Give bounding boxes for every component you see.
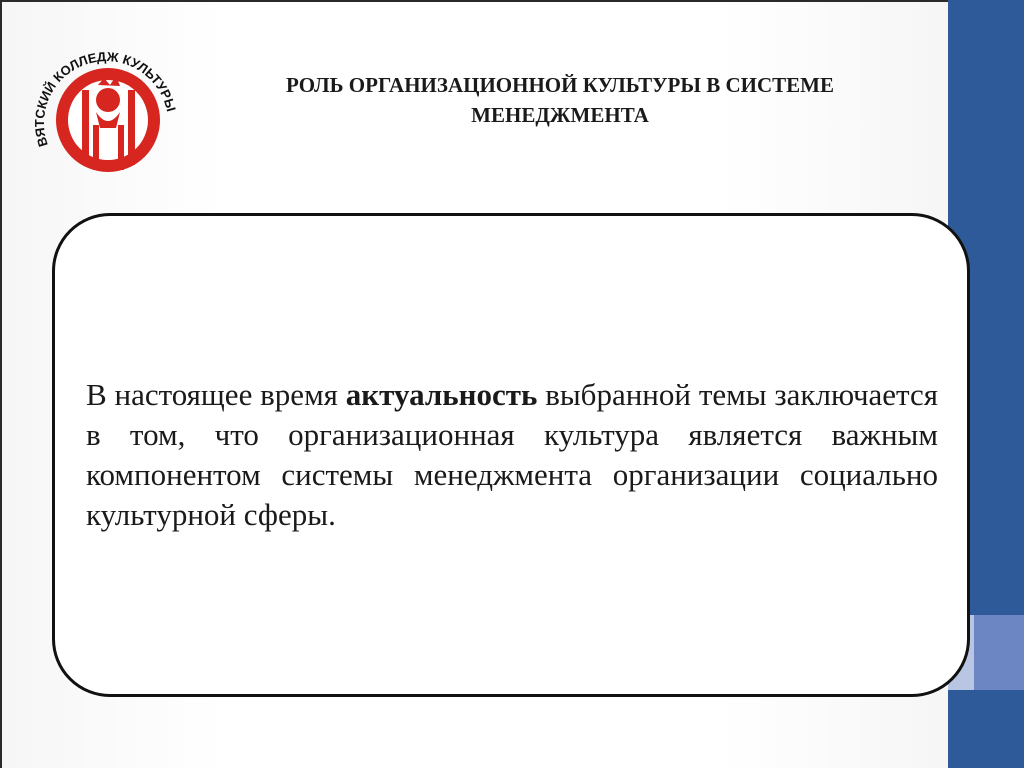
sidebar-accent-block [974, 615, 1024, 690]
logo-text: ВЯТСКИЙ КОЛЛЕДЖ КУЛЬТУРЫ [32, 48, 179, 149]
body-text-part-1: В настоящее время [86, 377, 346, 412]
college-logo [20, 30, 190, 180]
frame-left-line [0, 0, 2, 768]
slide-title [205, 70, 915, 130]
slide-title-line-2: МЕНЕДЖМЕНТА [471, 103, 649, 127]
frame-top-line [0, 0, 948, 2]
slide-title-line-1: РОЛЬ ОРГАНИЗАЦИОННОЙ КУЛЬТУРЫ В СИСТЕМЕ [286, 73, 834, 97]
body-text-part-2: выбранной темы заключается в том, что организационная культура является важным компонентом системы менеджмента организации социально культурной сферы. [86, 377, 938, 532]
body-text-bold: актуальность [345, 377, 538, 412]
body-text [86, 375, 938, 535]
